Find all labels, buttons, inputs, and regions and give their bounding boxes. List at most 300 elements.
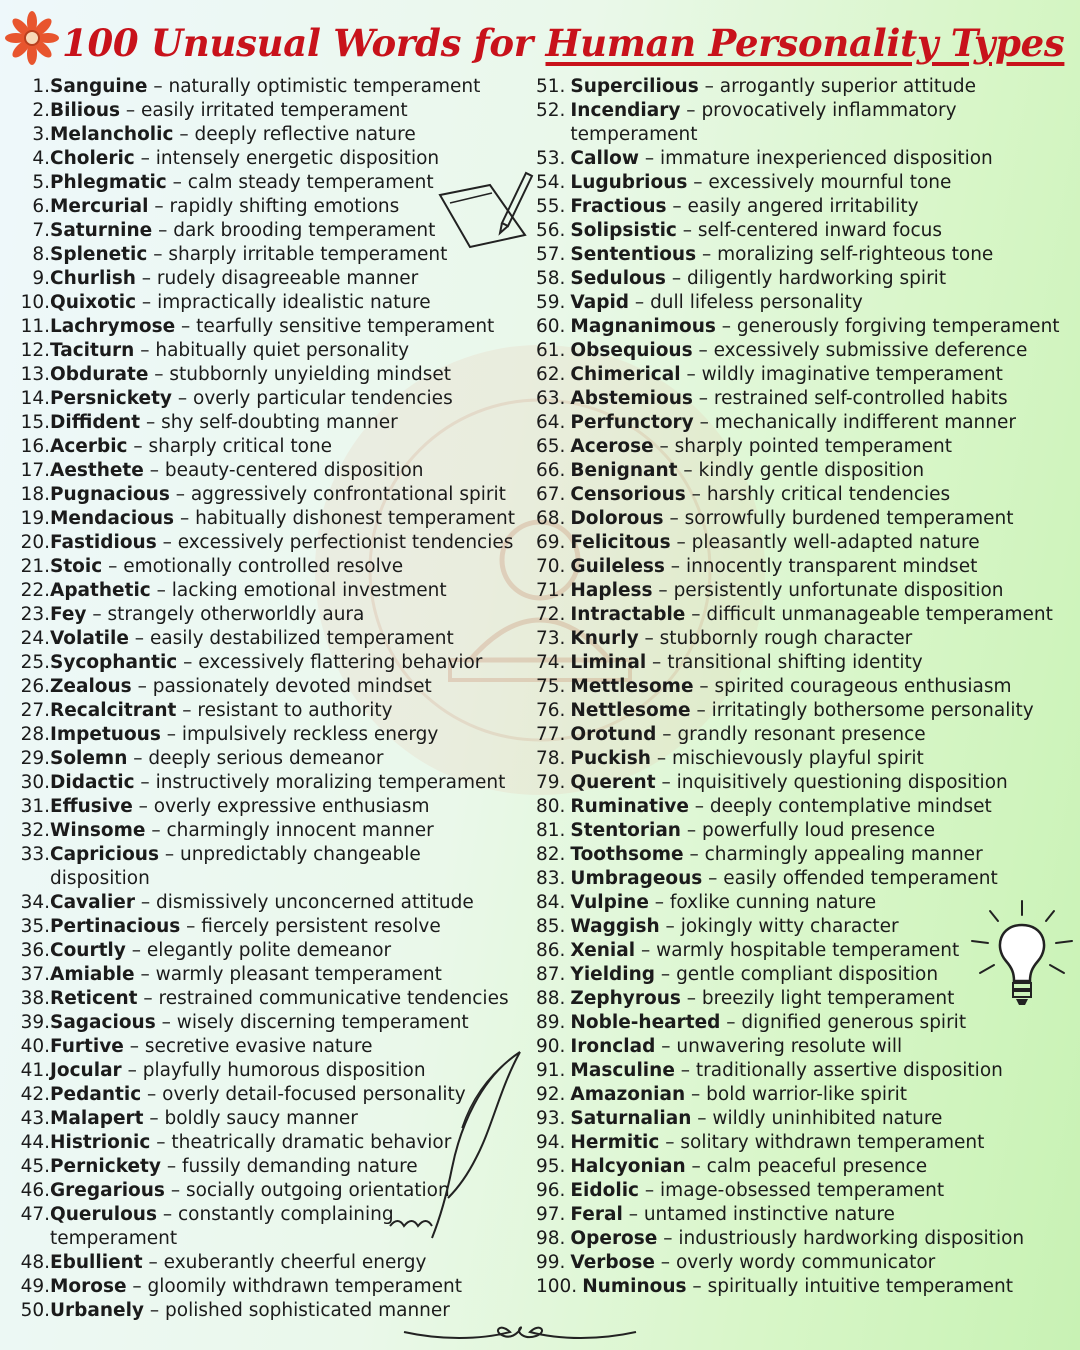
entry-dash: –: [137, 988, 159, 1009]
entry-term: Ebullient: [50, 1252, 143, 1273]
entry-term: Supercilious: [570, 76, 699, 97]
entry-number: 87.: [536, 964, 566, 985]
entry-number: 56.: [536, 220, 566, 241]
entry-definition: socially outgoing orientation: [185, 1180, 450, 1201]
entry-term: Recalcitrant: [50, 700, 177, 721]
entry-dash: –: [638, 628, 660, 649]
entry-dash: –: [123, 1036, 145, 1057]
entry-term: Phlegmatic: [50, 172, 167, 193]
entry-text: [570, 171, 1060, 195]
entry-text: [50, 843, 526, 891]
entry-term: Acerbic: [50, 436, 128, 457]
entry-dash: –: [666, 196, 688, 217]
entry-definition: persistently unfortunate disposition: [673, 580, 1004, 601]
entry-term: Solipsistic: [570, 220, 677, 241]
entry-term: Incendiary: [570, 100, 681, 121]
entry-definition: aggressively confrontational spirit: [190, 484, 506, 505]
entry-dash: –: [134, 340, 156, 361]
word-entry: [536, 483, 1066, 507]
word-entry: [536, 795, 1066, 819]
entry-number: 75.: [536, 676, 566, 697]
entry-number: 73.: [536, 628, 566, 649]
entry-definition: inquisitively questioning disposition: [676, 772, 1008, 793]
entry-definition: jokingly witty character: [680, 916, 899, 937]
entry-definition: constantly complaining temperament: [50, 1204, 394, 1249]
entry-number: 54.: [536, 172, 566, 193]
entry-term: Sycophantic: [50, 652, 178, 673]
entry-dash: –: [126, 1276, 148, 1297]
entry-dash: –: [680, 364, 702, 385]
word-entry: [16, 987, 526, 1011]
entry-dash: –: [134, 148, 156, 169]
entry-definition: dismissively unconcerned attitude: [155, 892, 474, 913]
entry-definition: provocatively inflammatory temperament: [570, 100, 957, 145]
entry-dash: –: [664, 556, 686, 577]
entry-definition: harshly critical tendencies: [706, 484, 951, 505]
entry-term: Chimerical: [570, 364, 681, 385]
entry-definition: instructively moralizing temperament: [155, 772, 506, 793]
entry-definition: strangely otherworldly aura: [107, 604, 365, 625]
entry-dash: –: [693, 412, 715, 433]
entry-definition: foxlike cunning nature: [669, 892, 877, 913]
word-entry: [536, 1179, 1066, 1203]
entry-dash: –: [655, 1036, 677, 1057]
entry-number: 90.: [536, 1036, 566, 1057]
entry-term: Dolorous: [570, 508, 664, 529]
entry-dash: –: [690, 700, 712, 721]
entry-definition: spiritually intuitive temperament: [707, 1276, 1013, 1297]
entry-text: [570, 699, 1060, 723]
entry-text: [50, 939, 526, 963]
word-entry: [16, 819, 526, 843]
entry-dash: –: [698, 76, 720, 97]
word-entry: [536, 243, 1066, 267]
entry-number: 78.: [536, 748, 566, 769]
entry-term: Amazonian: [570, 1084, 686, 1105]
entry-definition: sharply critical tone: [148, 436, 333, 457]
entry-term: Abstemious: [570, 388, 693, 409]
entry-number: 81.: [536, 820, 566, 841]
entry-definition: deeply contemplative mindset: [709, 796, 992, 817]
entry-term: Mendacious: [50, 508, 175, 529]
entry-text: [570, 339, 1060, 363]
entry-term: Diffident: [50, 412, 141, 433]
entry-term: Furtive: [50, 1036, 124, 1057]
entry-text: [570, 507, 1060, 531]
entry-dash: –: [691, 1108, 713, 1129]
entry-definition: kindly gentle disposition: [698, 460, 925, 481]
entry-number: 30.: [20, 772, 50, 793]
entry-number: 39.: [20, 1012, 50, 1033]
entry-text: [570, 315, 1060, 339]
entry-term: Taciturn: [50, 340, 135, 361]
entry-dash: –: [148, 364, 170, 385]
entry-definition: easily destabilized temperament: [149, 628, 454, 649]
entry-definition: wisely discerning temperament: [176, 1012, 469, 1033]
entry-definition: immature inexperienced disposition: [659, 148, 993, 169]
entry-number: 53.: [536, 148, 566, 169]
entry-number: 76.: [536, 700, 566, 721]
entry-number: 14.: [20, 388, 50, 409]
entry-dash: –: [140, 412, 162, 433]
word-entry: [16, 939, 526, 963]
word-entry: [16, 123, 526, 147]
entry-number: 40.: [20, 1036, 50, 1057]
entry-dash: –: [646, 652, 668, 673]
entry-definition: easily angered irritability: [687, 196, 919, 217]
word-entry: [536, 171, 1066, 195]
entry-definition: image-obsessed temperament: [660, 1180, 945, 1201]
entry-text: [570, 1227, 1060, 1251]
word-entry: [536, 579, 1066, 603]
entry-term: Quixotic: [50, 292, 137, 313]
word-entry: [536, 1107, 1066, 1131]
entry-dash: –: [692, 388, 714, 409]
entry-number: 59.: [536, 292, 566, 313]
word-entry: [16, 459, 526, 483]
entry-text: [570, 531, 1060, 555]
word-entry: [16, 675, 526, 699]
entry-text: [50, 555, 526, 579]
word-entry: [536, 459, 1066, 483]
word-entry: [536, 75, 1066, 99]
entry-text: [50, 315, 526, 339]
entry-dash: –: [156, 1204, 178, 1225]
entry-dash: –: [674, 1060, 696, 1081]
entry-number: 8.: [32, 244, 50, 265]
entry-text: [570, 435, 1060, 459]
entry-term: Zealous: [50, 676, 132, 697]
entry-term: Hermitic: [570, 1132, 660, 1153]
entry-definition: excessively flattering behavior: [198, 652, 483, 673]
entry-term: Pugnacious: [50, 484, 170, 505]
entry-dash: –: [102, 556, 124, 577]
entry-term: Vulpine: [570, 892, 649, 913]
entry-definition: emotionally controlled resolve: [123, 556, 404, 577]
entry-dash: –: [131, 676, 153, 697]
entry-definition: fiercely persistent resolve: [201, 916, 441, 937]
entry-definition: wildly imaginative temperament: [701, 364, 1003, 385]
entry-term: Lachrymose: [50, 316, 176, 337]
entry-term: Benignant: [570, 460, 678, 481]
word-entry: [536, 1275, 1066, 1299]
entry-text: [50, 435, 526, 459]
word-entry: [16, 843, 526, 891]
word-entry: [16, 315, 526, 339]
entry-term: Impetuous: [50, 724, 161, 745]
entry-definition: spirited courageous enthusiasm: [714, 676, 1012, 697]
entry-term: Obsequious: [570, 340, 693, 361]
entry-definition: self-centered inward focus: [697, 220, 942, 241]
word-entry: [16, 267, 526, 291]
entry-number: 88.: [536, 988, 566, 1009]
entry-text: [50, 459, 526, 483]
entry-definition: diligently hardworking spirit: [686, 268, 947, 289]
entry-definition: playfully humorous disposition: [142, 1060, 426, 1081]
entry-definition: untamed instinctive nature: [643, 1204, 895, 1225]
entry-definition: industriously hardworking disposition: [678, 1228, 1025, 1249]
entry-dash: –: [120, 100, 142, 121]
entry-dash: –: [680, 100, 702, 121]
entry-text: [50, 267, 526, 291]
entry-definition: charmingly appealing manner: [704, 844, 983, 865]
entry-number: 42.: [20, 1084, 50, 1105]
entry-dash: –: [134, 964, 156, 985]
entry-term: Gregarious: [50, 1180, 165, 1201]
word-entry: [16, 99, 526, 123]
entry-dash: –: [639, 1180, 661, 1201]
entry-term: Acerose: [570, 436, 654, 457]
entry-term: Mettlesome: [570, 676, 694, 697]
entry-dash: –: [656, 724, 678, 745]
entry-definition: secretive evasive nature: [144, 1036, 373, 1057]
entry-number: 97.: [536, 1204, 566, 1225]
entry-number: 47.: [20, 1204, 50, 1225]
entry-text: [570, 219, 1060, 243]
entry-number: 60.: [536, 316, 566, 337]
entry-term: Noble-hearted: [570, 1012, 721, 1033]
entry-term: Didactic: [50, 772, 135, 793]
entry-dash: –: [143, 1108, 165, 1129]
entry-definition: breezily light temperament: [701, 988, 955, 1009]
entry-dash: –: [156, 532, 178, 553]
entry-text: [570, 1131, 1060, 1155]
word-entry: [536, 195, 1066, 219]
entry-number: 31.: [20, 796, 50, 817]
entry-number: 82.: [536, 844, 566, 865]
entry-text: [570, 411, 1060, 435]
entry-number: 6.: [32, 196, 50, 217]
word-entry: [536, 99, 1066, 147]
entry-definition: easily irritated temperament: [141, 100, 408, 121]
entry-dash: –: [680, 820, 702, 841]
entry-number: 86.: [536, 940, 566, 961]
entry-dash: –: [629, 292, 651, 313]
entry-definition: shy self-doubting manner: [161, 412, 398, 433]
entry-dash: –: [164, 1180, 186, 1201]
entry-definition: polished sophisticated manner: [165, 1300, 450, 1321]
entry-dash: –: [653, 436, 675, 457]
entry-term: Intractable: [570, 604, 686, 625]
entry-number: 35.: [20, 916, 50, 937]
entry-number: 77.: [536, 724, 566, 745]
entry-text: [570, 1083, 1060, 1107]
entry-definition: fussily demanding nature: [181, 1156, 418, 1177]
entry-definition: habitually quiet personality: [155, 340, 410, 361]
entry-term: Sanguine: [50, 76, 148, 97]
entry-term: Stoic: [50, 556, 103, 577]
word-entry: [536, 411, 1066, 435]
entry-term: Ruminative: [570, 796, 689, 817]
word-entry: [536, 531, 1066, 555]
entry-dash: –: [134, 772, 156, 793]
word-entry: [536, 435, 1066, 459]
entry-number: 15.: [20, 412, 50, 433]
entry-term: Bilious: [50, 100, 121, 121]
entry-text: [570, 1179, 1060, 1203]
entry-number: 21.: [20, 556, 50, 577]
entry-text: [50, 507, 526, 531]
entry-term: Magnanimous: [570, 316, 716, 337]
entry-number: 89.: [536, 1012, 566, 1033]
entry-number: 37.: [20, 964, 50, 985]
entry-number: 41.: [20, 1060, 50, 1081]
entry-dash: –: [659, 916, 681, 937]
entry-definition: stubbornly rough character: [659, 628, 913, 649]
entry-term: Sagacious: [50, 1012, 156, 1033]
entry-text: [50, 123, 526, 147]
entry-dash: –: [171, 388, 193, 409]
entry-number: 95.: [536, 1156, 566, 1177]
entry-number: 94.: [536, 1132, 566, 1153]
entry-number: 2.: [32, 100, 50, 121]
entry-dash: –: [676, 220, 698, 241]
entry-dash: –: [158, 844, 180, 865]
entry-term: Aesthete: [50, 460, 144, 481]
entry-number: 22.: [20, 580, 50, 601]
entry-definition: naturally optimistic temperament: [168, 76, 481, 97]
entry-text: [570, 99, 1060, 147]
entry-text: [570, 579, 1060, 603]
entry-text: [50, 1011, 526, 1035]
entry-term: Nettlesome: [570, 700, 691, 721]
word-entry: [536, 675, 1066, 699]
entry-term: Amiable: [50, 964, 135, 985]
entry-dash: –: [715, 316, 737, 337]
entry-definition: gloomily withdrawn temperament: [147, 1276, 462, 1297]
entry-term: Sententious: [570, 244, 697, 265]
entry-text: [50, 531, 526, 555]
entry-definition: mechanically indifferent manner: [714, 412, 1016, 433]
entry-text: [570, 291, 1060, 315]
word-entry: [16, 699, 526, 723]
entry-dash: –: [687, 172, 709, 193]
entry-text: [50, 915, 526, 939]
entry-text: [50, 963, 526, 987]
entry-text: [570, 147, 1060, 171]
entry-definition: excessively perfectionist tendencies: [177, 532, 514, 553]
entry-number: 83.: [536, 868, 566, 889]
swirl-divider-icon: [400, 1318, 640, 1346]
entry-dash: –: [685, 604, 707, 625]
word-entry: [16, 75, 526, 99]
entry-number: 98.: [536, 1228, 566, 1249]
entry-text: [570, 1251, 1060, 1275]
entry-text: [570, 387, 1060, 411]
entry-dash: –: [136, 292, 158, 313]
entry-text: [50, 819, 526, 843]
entry-number: 27.: [20, 700, 50, 721]
entry-text: [570, 267, 1060, 291]
entry-dash: –: [654, 1252, 676, 1273]
entry-definition: stubbornly unyielding mindset: [169, 364, 451, 385]
entry-number: 43.: [20, 1108, 50, 1129]
light-bulb-icon: [968, 895, 1076, 1015]
entry-definition: solitary withdrawn temperament: [680, 1132, 985, 1153]
entry-term: Eidolic: [570, 1180, 640, 1201]
entry-number: 74.: [536, 652, 566, 673]
word-entry: [16, 723, 526, 747]
entry-number: 96.: [536, 1180, 566, 1201]
entry-dash: –: [686, 1276, 708, 1297]
entry-number: 44.: [20, 1132, 50, 1153]
entry-text: [50, 387, 526, 411]
word-entry: [536, 1155, 1066, 1179]
entry-text: [50, 795, 526, 819]
word-entry: [536, 819, 1066, 843]
entry-term: Obdurate: [50, 364, 149, 385]
entry-definition: restrained communicative tendencies: [158, 988, 509, 1009]
entry-number: 58.: [536, 268, 566, 289]
entry-dash: –: [144, 1300, 166, 1321]
entry-text: [570, 1035, 1060, 1059]
entry-dash: –: [135, 268, 157, 289]
entry-definition: charmingly innocent manner: [166, 820, 434, 841]
entry-dash: –: [655, 964, 677, 985]
entry-dash: –: [127, 748, 149, 769]
entry-number: 20.: [20, 532, 50, 553]
entry-definition: intensely energetic disposition: [155, 148, 440, 169]
word-entry: [16, 747, 526, 771]
entry-definition: deeply reflective nature: [194, 124, 416, 145]
entry-term: Masculine: [570, 1060, 675, 1081]
entry-text: [570, 555, 1060, 579]
entry-dash: –: [142, 1252, 164, 1273]
entry-number: 46.: [20, 1180, 50, 1201]
entry-number: 36.: [20, 940, 50, 961]
entry-term: Hapless: [570, 580, 653, 601]
entry-dash: –: [655, 772, 677, 793]
entry-definition: overly detail-focused personality: [162, 1084, 466, 1105]
word-entry: [16, 1275, 526, 1299]
entry-number: 45.: [20, 1156, 50, 1177]
word-entry: [16, 483, 526, 507]
entry-number: 18.: [20, 484, 50, 505]
entry-text: [570, 603, 1060, 627]
entry-number: 9.: [32, 268, 50, 289]
entry-number: 79.: [536, 772, 566, 793]
entry-definition: sharply pointed temperament: [674, 436, 952, 457]
entry-text: [570, 363, 1060, 387]
word-entry: [536, 339, 1066, 363]
entry-definition: overly expressive enthusiasm: [153, 796, 430, 817]
entry-dash: –: [685, 484, 707, 505]
entry-text: [570, 1107, 1060, 1131]
entry-term: Querulous: [50, 1204, 157, 1225]
entry-definition: theatrically dramatic behavior: [171, 1132, 452, 1153]
entry-term: Pertinacious: [50, 916, 181, 937]
word-entry: [16, 339, 526, 363]
entry-term: Capricious: [50, 844, 159, 865]
entry-term: Fey: [50, 604, 87, 625]
entry-definition: impulsively reckless energy: [181, 724, 439, 745]
entry-term: Knurly: [570, 628, 639, 649]
entry-number: 64.: [536, 412, 566, 433]
entry-term: Volatile: [50, 628, 129, 649]
entry-dash: –: [180, 916, 202, 937]
entry-term: Churlish: [50, 268, 136, 289]
entry-dash: –: [622, 1204, 644, 1225]
word-entry: [16, 435, 526, 459]
word-entry: [536, 147, 1066, 171]
entry-text: [50, 603, 526, 627]
entry-definition: easily offended temperament: [723, 868, 998, 889]
entry-dash: –: [176, 700, 198, 721]
entry-dash: –: [688, 796, 710, 817]
entry-text: [570, 819, 1060, 843]
entry-dash: –: [692, 340, 714, 361]
entry-definition: sharply irritable temperament: [168, 244, 448, 265]
